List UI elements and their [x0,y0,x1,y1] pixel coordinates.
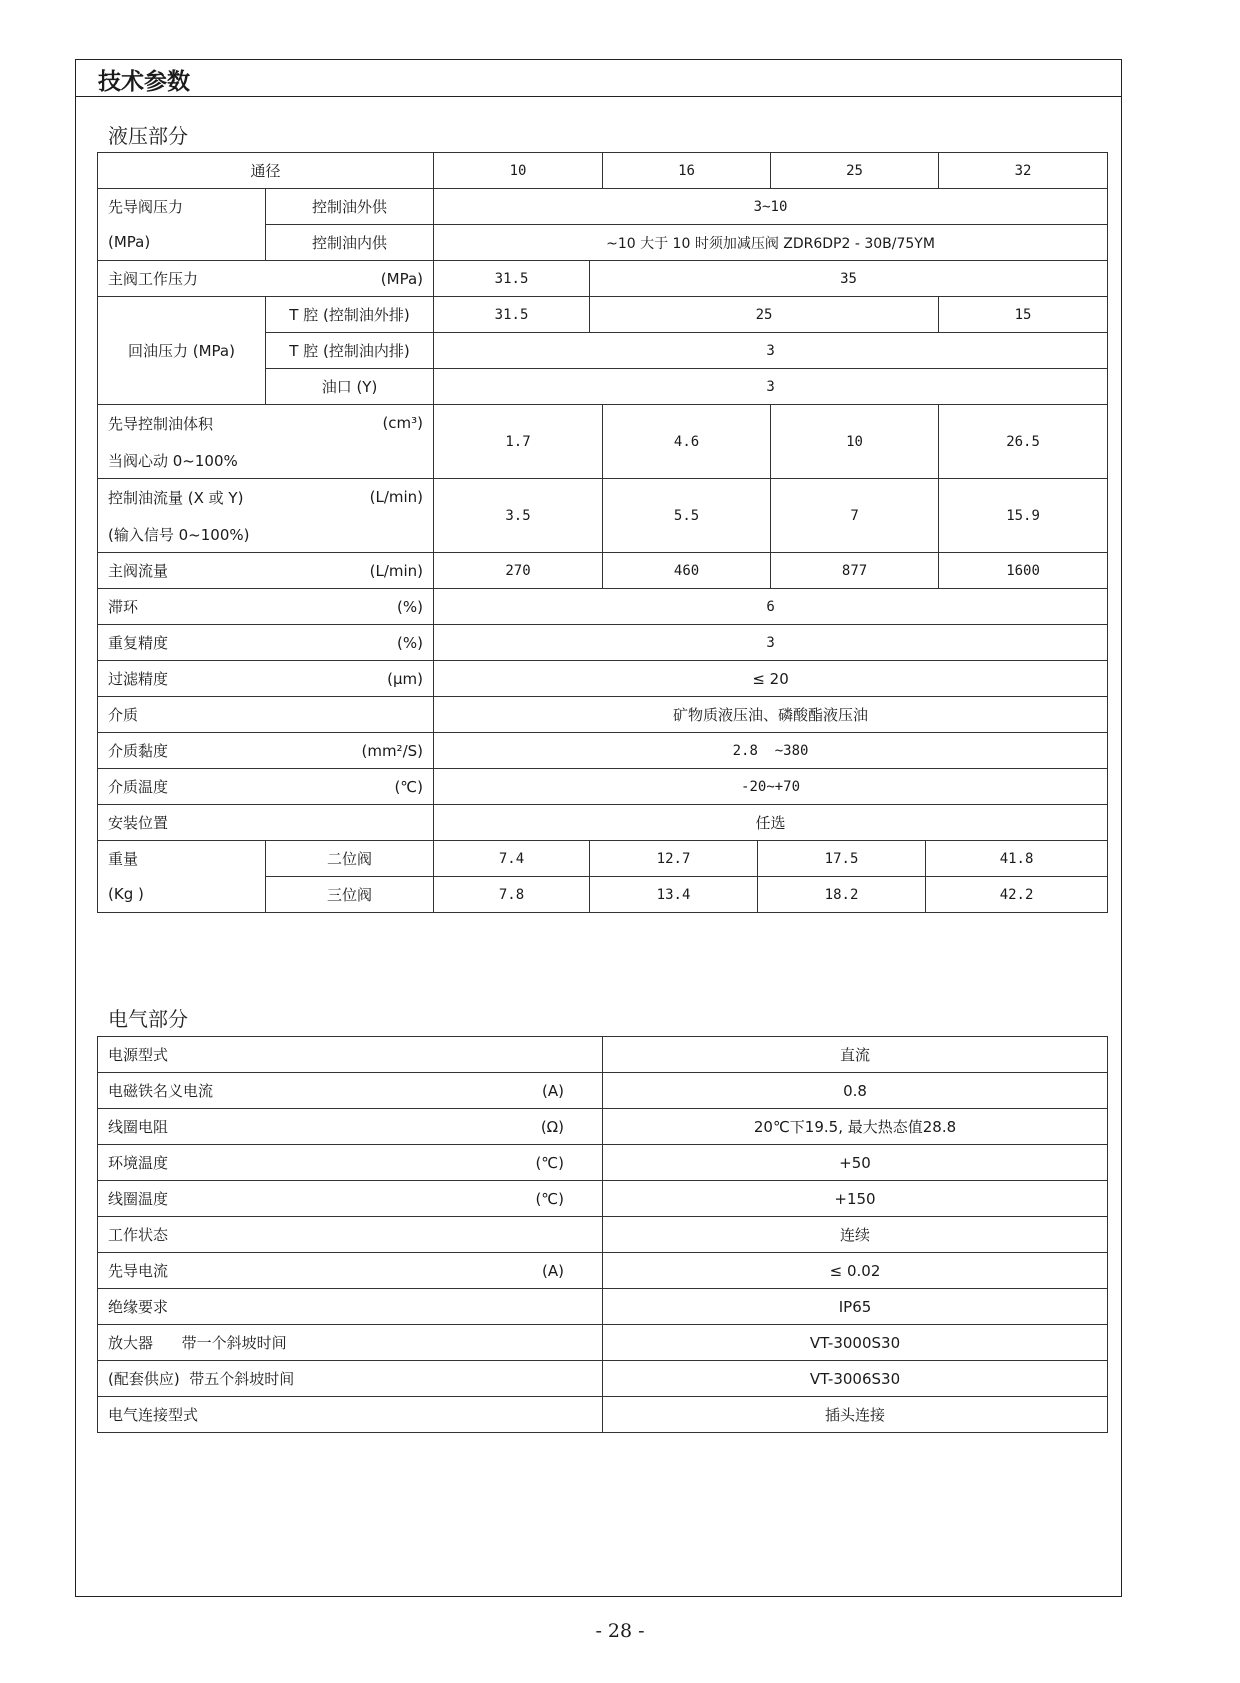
pilot-pressure-unit: (MPa) [98,225,266,261]
pilot-pressure-label: 先导阀压力 [98,189,266,225]
control-flow-10: 3.5 [434,479,603,553]
main-pressure-unit: (MPa) [380,269,424,288]
electrical-value: VT-3000S30 [603,1325,1108,1361]
main-pressure-rest: 35 [590,261,1108,297]
three-pos-10: 7.8 [434,877,590,913]
electrical-row [98,1109,1108,1145]
electrical-unit: (℃) [535,1189,564,1208]
two-pos-label: 二位阀 [266,841,434,877]
hysteresis-value: 6 [434,589,1108,625]
two-pos-32: 41.8 [926,841,1108,877]
three-pos-label: 三位阀 [266,877,434,913]
filtration-unit: (μm) [387,669,424,688]
pilot-volume-32: 26.5 [939,405,1108,479]
electrical-row [98,1217,1108,1253]
electrical-label: 放大器 带一个斜坡时间 [108,1334,287,1352]
hysteresis-row [98,589,1108,625]
electrical-label: (配套供应) 带五个斜坡时间 [108,1370,295,1388]
hysteresis-unit: (%) [397,597,424,616]
three-pos-25: 18.2 [758,877,926,913]
filtration-label: 过滤精度 [108,670,169,688]
electrical-label: 工作状态 [108,1226,169,1244]
size-25: 25 [771,153,939,189]
main-pressure-row [98,261,1108,297]
electrical-row [98,1289,1108,1325]
three-pos-16: 13.4 [590,877,758,913]
pilot-volume-sublabel: 当阀心动 0~100% [108,451,238,470]
electrical-table [97,1036,1108,1433]
pilot-pressure-external-row [98,189,1108,225]
control-flow-16: 5.5 [603,479,771,553]
medium-label: 介质 [98,697,434,733]
hysteresis-label: 滞环 [108,598,139,616]
size-10: 10 [434,153,603,189]
electrical-label: 环境温度 [108,1154,169,1172]
electrical-row [98,1145,1108,1181]
electrical-value: 20℃下19.5, 最大热态值28.8 [603,1109,1108,1145]
electrical-label: 电磁铁名义电流 [108,1082,214,1100]
electrical-row [98,1325,1108,1361]
size-16: 16 [603,153,771,189]
main-flow-10: 270 [434,553,603,589]
electrical-unit: (Ω) [540,1117,564,1136]
pilot-external-label: 控制油外供 [266,189,434,225]
control-flow-sublabel: (输入信号 0~100%) [108,525,250,544]
electrical-value: 0.8 [603,1073,1108,1109]
electrical-row [98,1181,1108,1217]
electrical-unit: (℃) [535,1153,564,1172]
electrical-unit: (A) [542,1081,564,1100]
main-flow-32: 1600 [939,553,1108,589]
two-pos-16: 12.7 [590,841,758,877]
repeatability-value: 3 [434,625,1108,661]
pilot-volume-row [98,405,1108,479]
electrical-value: 直流 [603,1037,1108,1073]
pilot-volume-16: 4.6 [603,405,771,479]
three-pos-32: 42.2 [926,877,1108,913]
electrical-row [98,1073,1108,1109]
weight-label: 重量 [98,841,266,877]
electrical-label: 电气连接型式 [108,1406,199,1424]
header-label: 通径 [98,153,434,189]
main-flow-row [98,553,1108,589]
pilot-internal-label: 控制油内供 [266,225,434,261]
mounting-label: 安装位置 [98,805,434,841]
pilot-internal-value: ~10 大于 10 时须加减压阀 ZDR6DP2 - 30B/75YM [434,225,1108,261]
t-external-10: 31.5 [434,297,590,333]
electrical-value: +150 [603,1181,1108,1217]
electrical-value: VT-3006S30 [603,1361,1108,1397]
return-pressure-label: 回油压力 (MPa) [98,297,266,405]
control-flow-25: 7 [771,479,939,553]
page-number: - 28 - [595,1620,645,1642]
pilot-volume-10: 1.7 [434,405,603,479]
main-flow-16: 460 [603,553,771,589]
pilot-volume-25: 10 [771,405,939,479]
control-flow-32: 15.9 [939,479,1108,553]
hydraulic-section-title: 液压部分 [108,124,188,148]
size-32: 32 [939,153,1108,189]
temperature-row [98,769,1108,805]
mounting-value: 任选 [434,805,1108,841]
t-external-label: T 腔 (控制油外排) [266,297,434,333]
electrical-value: 插头连接 [603,1397,1108,1433]
weight-unit: (Kg ) [98,877,266,913]
electrical-label: 线圈电阻 [108,1118,169,1136]
page-title: 技术参数 [98,69,190,95]
viscosity-row [98,733,1108,769]
pilot-external-value: 3~10 [434,189,1108,225]
repeatability-label: 重复精度 [108,634,169,652]
pilot-volume-unit: (cm³) [382,414,424,432]
electrical-label: 绝缘要求 [108,1298,169,1316]
temperature-label: 介质温度 [108,778,169,796]
t-external-last: 15 [939,297,1108,333]
main-flow-unit: (L/min) [369,561,424,580]
main-flow-25: 877 [771,553,939,589]
viscosity-value: 2.8 ~380 [434,733,1108,769]
pilot-pressure-internal-row [98,225,1108,261]
repeatability-row [98,625,1108,661]
electrical-row [98,1253,1108,1289]
electrical-row [98,1037,1108,1073]
filtration-value: ≤ 20 [434,661,1108,697]
control-flow-label: 控制油流量 (X 或 Y) [108,488,244,507]
t-internal-label: T 腔 (控制油内排) [266,333,434,369]
electrical-section-title: 电气部分 [108,1007,188,1031]
pilot-volume-label: 先导控制油体积 [108,414,214,433]
control-flow-row [98,479,1108,553]
electrical-value: ≤ 0.02 [603,1253,1108,1289]
temperature-unit: (℃) [394,777,424,796]
filtration-row [98,661,1108,697]
y-port-label: 油口 (Y) [266,369,434,405]
electrical-label: 先导电流 [108,1262,169,1280]
control-flow-unit: (L/min) [369,488,424,506]
two-pos-25: 17.5 [758,841,926,877]
electrical-value: 连续 [603,1217,1108,1253]
t-external-mid: 25 [590,297,939,333]
header-row [98,153,1108,189]
electrical-label: 电源型式 [108,1046,169,1064]
main-pressure-label: 主阀工作压力 [108,270,199,288]
electrical-row [98,1361,1108,1397]
electrical-value: +50 [603,1145,1108,1181]
two-pos-10: 7.4 [434,841,590,877]
return-t-external-row [98,297,1108,333]
electrical-label: 线圈温度 [108,1190,169,1208]
temperature-value: -20~+70 [434,769,1108,805]
medium-row [98,697,1108,733]
viscosity-label: 介质黏度 [108,742,169,760]
mounting-row [98,805,1108,841]
electrical-value: IP65 [603,1289,1108,1325]
medium-value: 矿物质液压油、磷酸酯液压油 [434,697,1108,733]
weight-two-pos-row [98,841,1108,877]
y-port-value: 3 [434,369,1108,405]
main-flow-label: 主阀流量 [108,562,169,580]
viscosity-unit: (mm²/S) [361,741,424,760]
main-pressure-10: 31.5 [434,261,590,297]
hydraulic-table [97,152,1108,913]
electrical-row [98,1397,1108,1433]
title-bar [76,60,1121,97]
repeatability-unit: (%) [397,633,424,652]
electrical-unit: (A) [542,1261,564,1280]
t-internal-value: 3 [434,333,1108,369]
weight-three-pos-row [98,877,1108,913]
